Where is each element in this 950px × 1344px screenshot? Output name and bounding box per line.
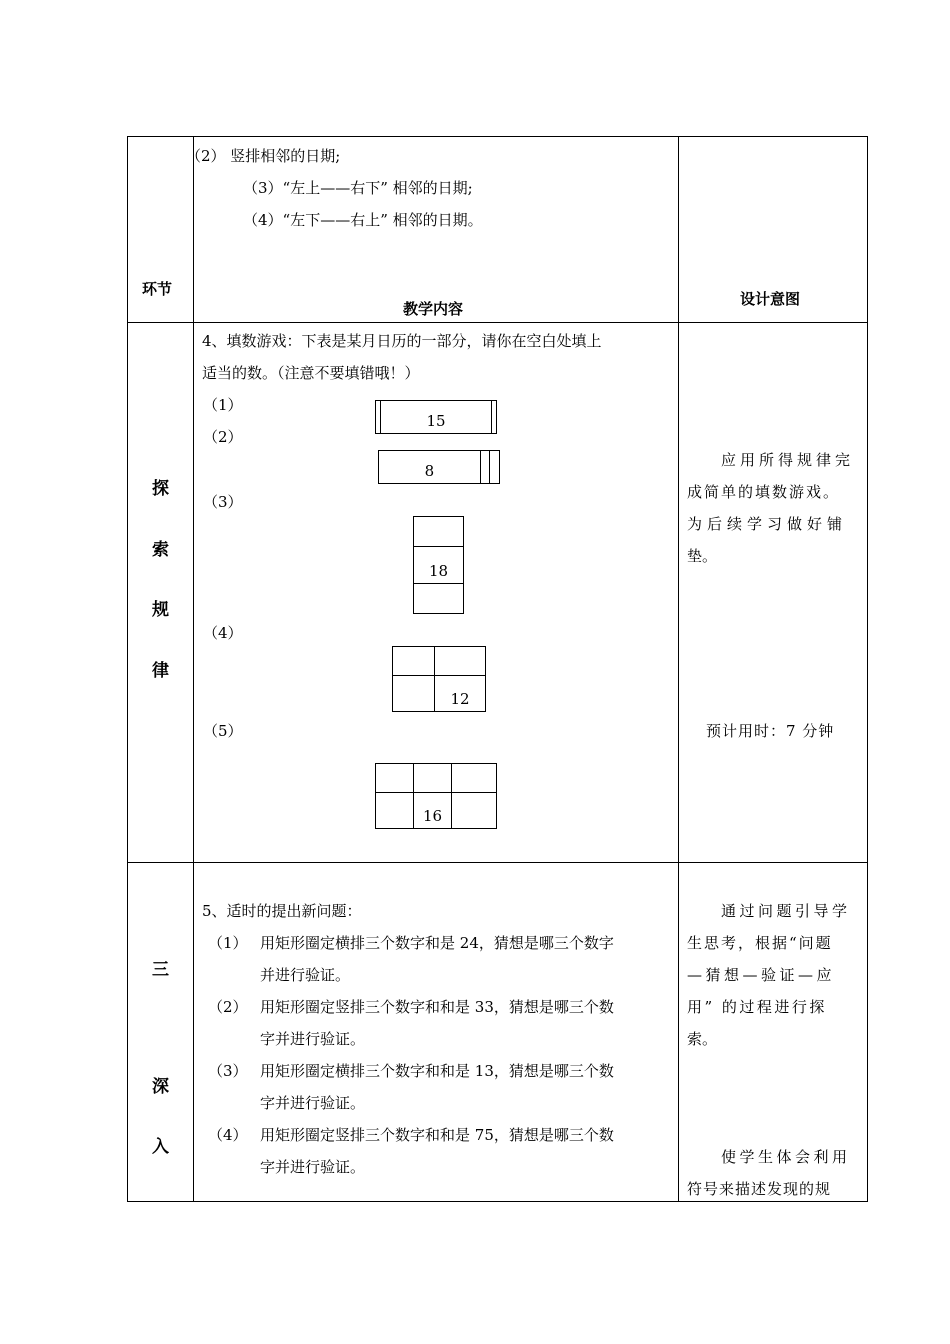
stage-char: 探 [152, 479, 169, 499]
column-header-content: 教学内容 [403, 300, 464, 318]
question-text-cont: 字并进行验证。 [260, 1094, 366, 1112]
grid-cell: 8 [379, 451, 481, 484]
grid-cell: 15 [381, 401, 491, 434]
grid-cell: 18 [414, 546, 464, 583]
grid-cell[interactable] [435, 647, 486, 676]
stage-char: 三 [152, 960, 169, 980]
column-header-intent: 设计意图 [740, 290, 801, 308]
grid-cell[interactable] [376, 792, 414, 828]
header-line-2: （2） 竖排相邻的日期; [186, 147, 341, 165]
grid-cell: 16 [414, 792, 452, 828]
grid-cell[interactable] [376, 764, 414, 793]
stage-char: 入 [152, 1137, 169, 1157]
calendar-grid-3 [413, 516, 464, 614]
grid-cell[interactable] [393, 647, 435, 676]
question-num: （4） [208, 1126, 248, 1144]
grid-cell[interactable] [452, 764, 497, 793]
stage-char: 深 [152, 1077, 169, 1097]
question-text-cont: 字并进行验证。 [260, 1158, 366, 1176]
calendar-grid-4 [392, 646, 486, 712]
question-text: 用矩形圈定竖排三个数字和和是 75，猜想是哪三个数 [260, 1126, 614, 1144]
design-intent-text: 使学生体会利用 [721, 1148, 851, 1166]
calendar-grid-5 [375, 763, 497, 829]
design-intent-text: 索。 [687, 1030, 718, 1048]
grid-label: （3） [203, 493, 243, 511]
calendar-grid-2 [378, 450, 500, 484]
header-line-3: （3）“左上——右下” 相邻的日期; [243, 179, 473, 197]
question-text-cont: 字并进行验证。 [260, 1030, 366, 1048]
design-intent-text: 应用所得规律完 [721, 451, 855, 469]
column-header-stage: 环节 [142, 280, 173, 298]
exercise-intro: 4、填数游戏：下表是某月日历的一部分，请你在空白处填上 [202, 332, 602, 350]
grid-cell[interactable] [393, 675, 435, 711]
design-intent-text: 用” 的过程进行探 [687, 998, 827, 1016]
grid-label: （4） [203, 624, 243, 642]
grid-cell[interactable] [452, 792, 497, 828]
grid-cell: 12 [435, 675, 486, 711]
design-intent-text: 为后续学习做好铺 [687, 515, 848, 533]
design-intent-text: 生思考，根据“问题 [687, 934, 833, 952]
design-intent-text: 通过问题引导学 [721, 902, 851, 920]
question-text-cont: 并进行验证。 [260, 966, 351, 984]
estimated-time: 预计用时：7 分钟 [706, 722, 835, 740]
grid-cell[interactable] [490, 451, 500, 484]
header-line-4: （4）“左下——右上” 相邻的日期。 [243, 211, 483, 229]
stage-char: 索 [152, 540, 169, 560]
question-num: （3） [208, 1062, 248, 1080]
grid-cell[interactable] [414, 517, 464, 547]
exercise-intro-cont: 适当的数。（注意不要填错哦！） [202, 364, 420, 382]
grid-label: （1） [203, 396, 243, 414]
design-intent-text: 符号来描述发现的规 [687, 1180, 832, 1198]
design-intent-text: 垫。 [687, 547, 718, 565]
grid-cell[interactable] [491, 401, 497, 434]
grid-label: （5） [203, 722, 243, 740]
grid-label: （2） [203, 428, 243, 446]
grid-cell[interactable] [480, 451, 490, 484]
question-text: 用矩形圈定横排三个数字和是 24，猜想是哪三个数字 [260, 934, 614, 952]
question-text: 用矩形圈定竖排三个数字和和是 33，猜想是哪三个数 [260, 998, 614, 1016]
grid-cell[interactable] [414, 764, 452, 793]
calendar-grid-1 [375, 400, 497, 434]
design-intent-text: 成简单的填数游戏。 [687, 483, 841, 501]
stage-char: 规 [152, 600, 169, 620]
question-num: （1） [208, 934, 248, 952]
question-num: （2） [208, 998, 248, 1016]
stage-char: 律 [152, 661, 169, 681]
question-text: 用矩形圈定横排三个数字和和是 13，猜想是哪三个数 [260, 1062, 614, 1080]
grid-cell[interactable] [414, 584, 464, 614]
design-intent-text: —猜想—验证—应 [687, 966, 836, 984]
question-title: 5、适时的提出新问题： [202, 902, 362, 920]
